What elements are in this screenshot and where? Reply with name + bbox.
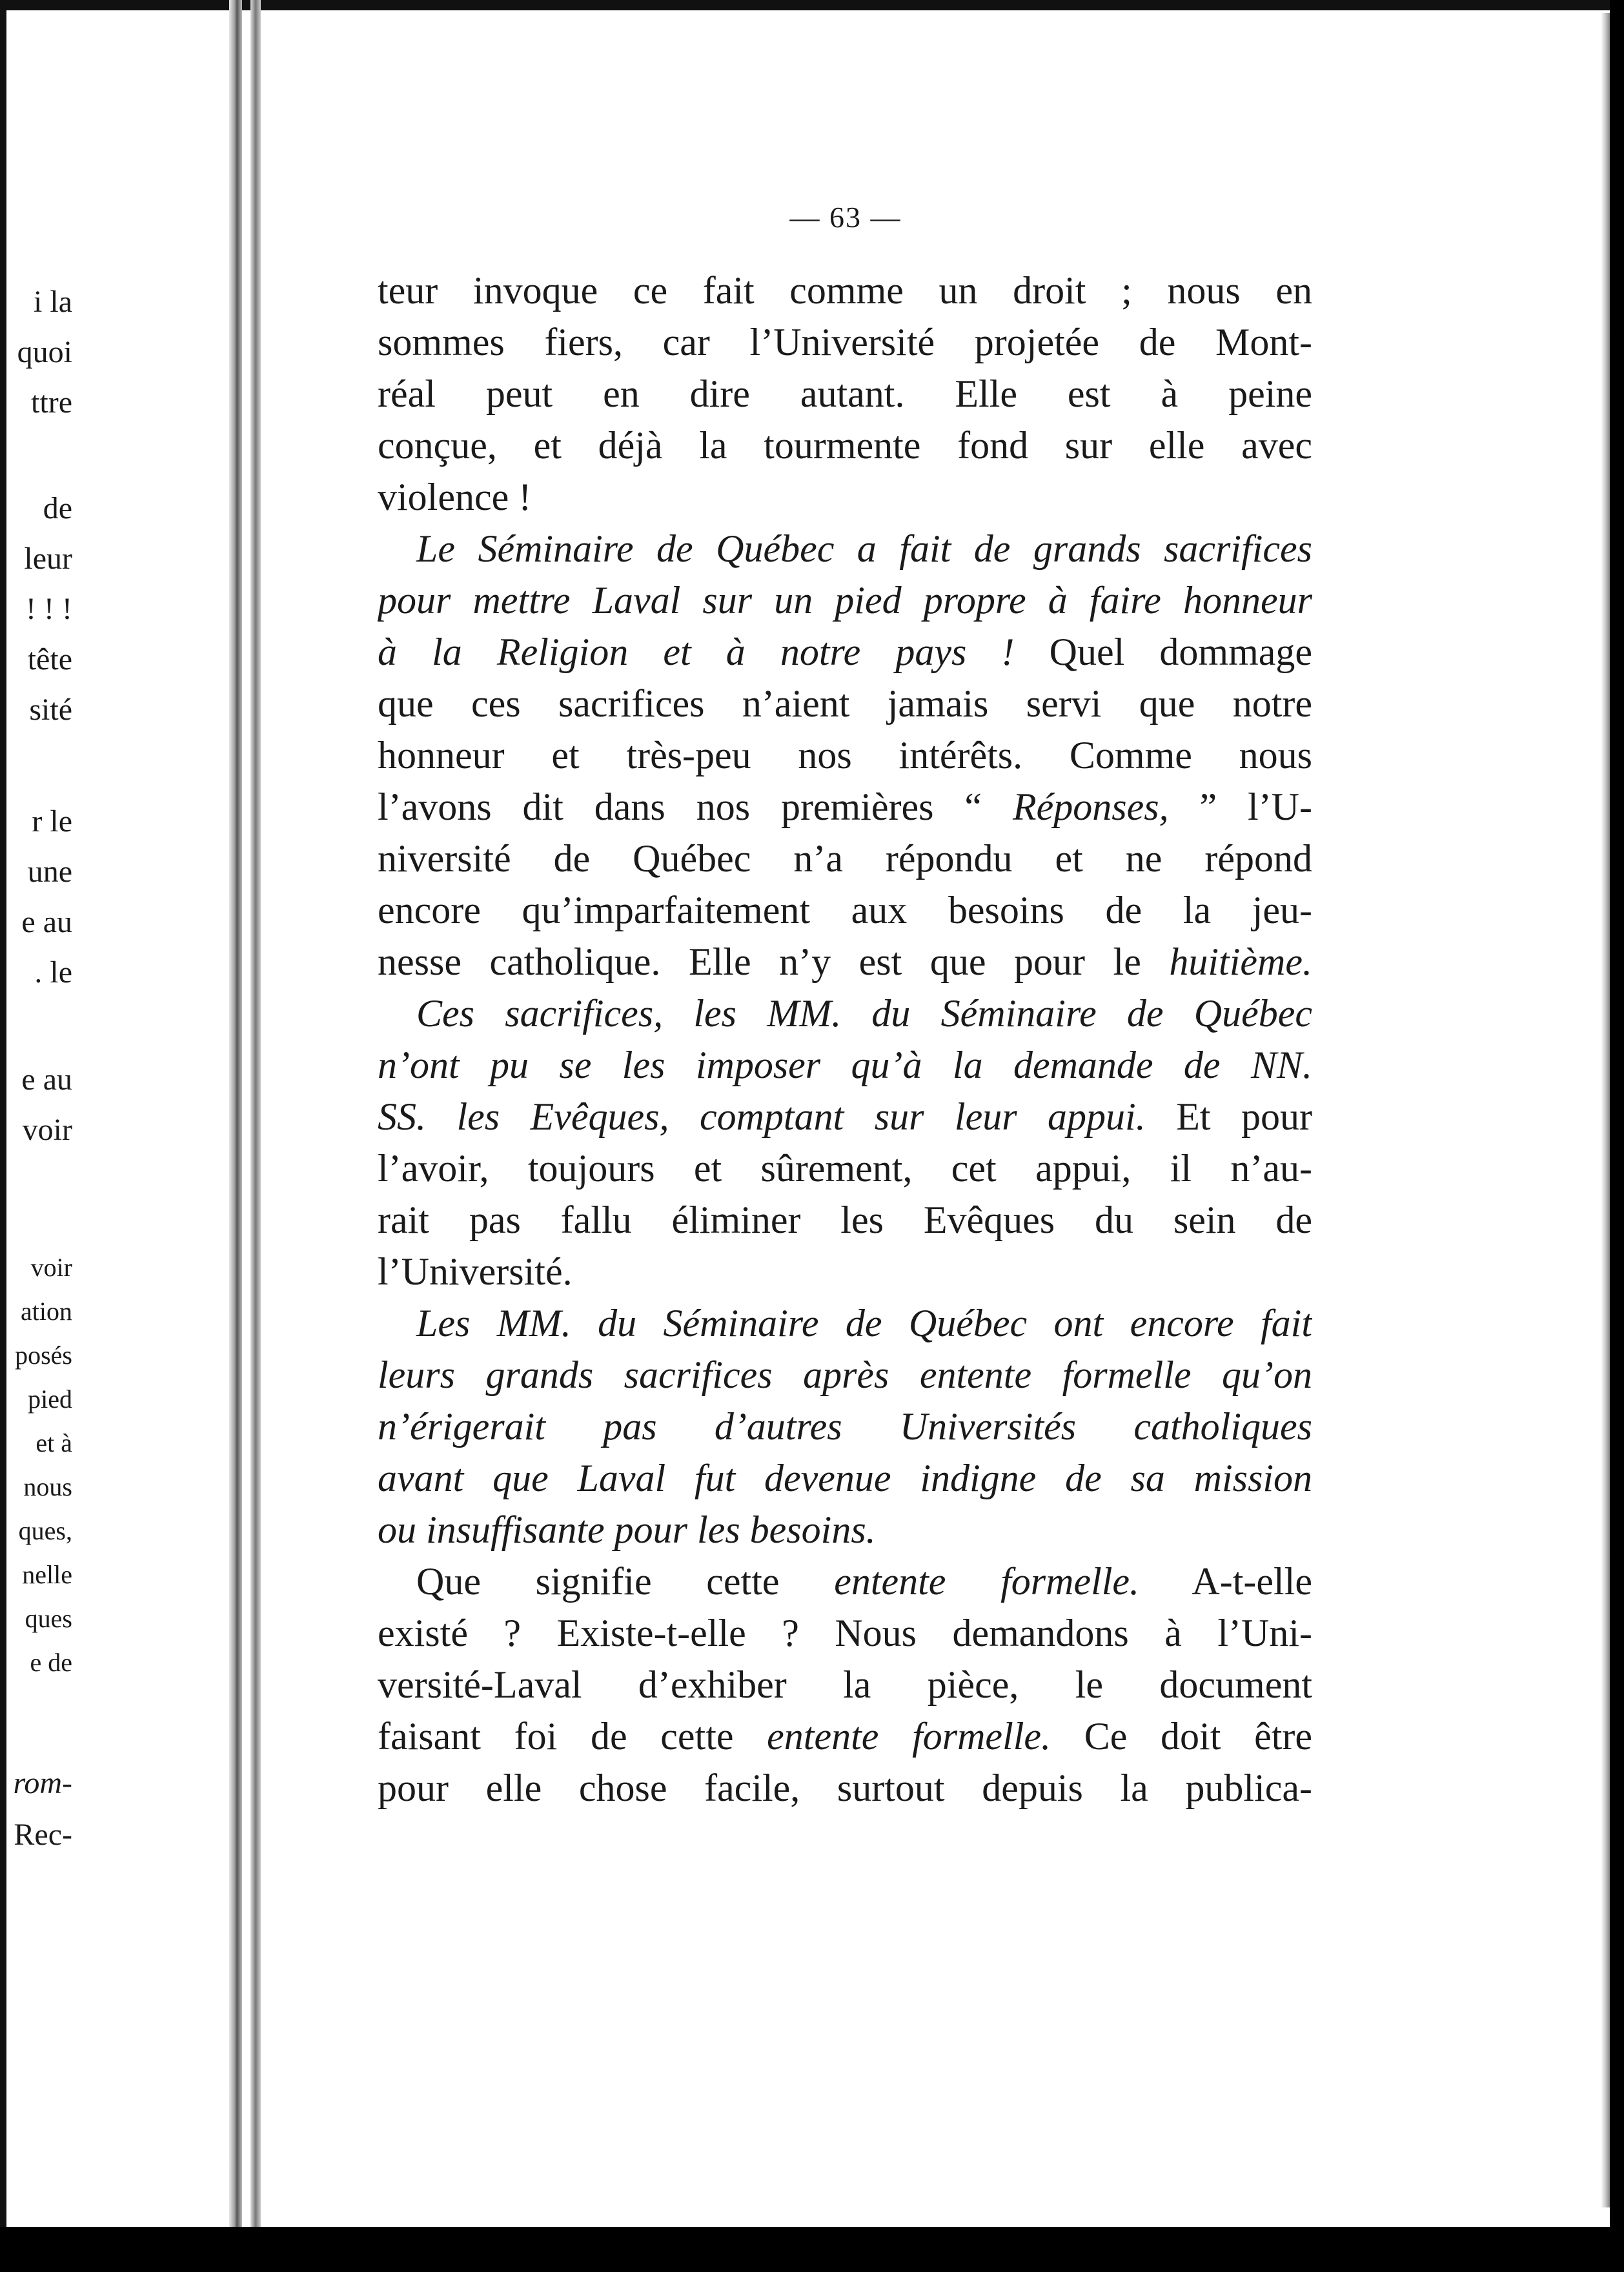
text-segment: versité-Laval d’exhiber la pièce, le document xyxy=(378,1663,1312,1706)
text-segment: faisant foi de cette xyxy=(378,1715,767,1758)
text-segment: l’avons dit dans nos premières “ xyxy=(378,786,1013,828)
italic-text: huitième. xyxy=(1169,940,1312,983)
text-segment: Et pour xyxy=(1145,1095,1312,1138)
text-segment: Quel dommage xyxy=(1014,631,1312,673)
left-fragment: une xyxy=(27,855,72,889)
text-line xyxy=(378,1659,1312,1710)
text-segment: rait pas fallu éliminer les Evêques du sein de xyxy=(378,1199,1312,1241)
text-segment: encore qu’imparfaitement aux besoins de la jeu- xyxy=(378,889,1312,931)
left-fragment: tête xyxy=(27,642,72,676)
text-segment: existé ? Existe-t-elle ? Nous demandons à l’Uni- xyxy=(378,1612,1312,1654)
left-fragment: voir xyxy=(22,1113,72,1147)
italic-text: pour mettre Laval sur un pied propre à faire honneur xyxy=(378,579,1312,622)
left-fragment: et à xyxy=(36,1428,72,1457)
italic-text: Ces sacrifices, les MM. du Séminaire de Québec xyxy=(416,992,1312,1035)
text-line xyxy=(378,1091,1312,1142)
text-segment: violence ! xyxy=(378,476,532,518)
left-fragment: i la xyxy=(34,285,72,319)
text-line xyxy=(378,884,1312,936)
text-segment: A-t-elle xyxy=(1139,1560,1312,1603)
text-line xyxy=(378,265,1312,316)
text-segment: teur invoque ce fait comme un droit ; nous en xyxy=(378,269,1312,312)
text-line xyxy=(378,936,1312,988)
left-fragment: ation xyxy=(21,1297,72,1326)
left-fragment: . le xyxy=(34,955,72,989)
text-line xyxy=(378,420,1312,471)
left-fragment: pied xyxy=(28,1384,72,1414)
scan-border-top xyxy=(0,0,1624,10)
italic-text: à la Religion et à notre pays ! xyxy=(378,631,1015,673)
left-fragment: e au xyxy=(21,905,72,939)
italic-text: avant que Laval fut devenue indigne de sa mission xyxy=(378,1457,1312,1499)
text-line xyxy=(378,316,1312,368)
italic-text: Réponses, xyxy=(1012,786,1169,828)
left-fragment: quoi xyxy=(17,335,72,369)
text-line xyxy=(378,1039,1312,1091)
text-line xyxy=(378,1556,1312,1607)
left-fragment: Rec- xyxy=(14,1818,72,1852)
italic-text: Les MM. du Séminaire de Québec ont encore fait xyxy=(416,1302,1312,1344)
italic-text: SS. les Evêques, comptant sur leur appui. xyxy=(378,1095,1146,1138)
italic-text: n’ont pu se les imposer qu’à la demande de NN. xyxy=(378,1044,1312,1086)
body-text xyxy=(378,265,1312,1814)
text-line xyxy=(378,1504,1312,1556)
page-edge-shadow xyxy=(1601,13,1610,2207)
text-segment: pour elle chose facile, surtout depuis la publica- xyxy=(378,1767,1312,1809)
text-line xyxy=(378,1401,1312,1452)
left-fragment: r le xyxy=(32,804,72,838)
text-segment: nesse catholique. Elle n’y est que pour le xyxy=(378,940,1170,983)
text-segment: ” l’U- xyxy=(1168,786,1312,828)
italic-text: entente formelle. xyxy=(834,1560,1140,1603)
italic-text: entente formelle. xyxy=(767,1715,1051,1758)
text-line xyxy=(378,1452,1312,1504)
text-line xyxy=(378,833,1312,884)
text-segment: honneur et très-peu nos intérêts. Comme nous xyxy=(378,734,1312,776)
left-fragment: ques xyxy=(25,1604,72,1633)
text-segment: niversité de Québec n’a répondu et ne répond xyxy=(378,837,1312,880)
left-fragment: de xyxy=(43,491,72,525)
text-line xyxy=(378,1349,1312,1401)
text-line xyxy=(378,678,1312,729)
page-number: — 63 — xyxy=(789,201,902,234)
text-line xyxy=(378,471,1312,523)
left-fragment: voir xyxy=(30,1253,72,1282)
text-line xyxy=(378,626,1312,678)
text-line xyxy=(378,1142,1312,1194)
italic-text: Le Séminaire de Québec a fait de grands sacrifices xyxy=(416,527,1312,570)
italic-text: leurs grands sacrifices après entente formelle qu’on xyxy=(378,1354,1312,1396)
text-line xyxy=(378,523,1312,574)
text-line xyxy=(378,1607,1312,1659)
scan-border-bottom xyxy=(0,2227,1624,2272)
text-line xyxy=(378,781,1312,833)
left-fragment: rom- xyxy=(13,1766,72,1800)
left-fragment: ques, xyxy=(18,1516,72,1545)
left-fragment: sité xyxy=(29,693,72,727)
text-segment: Ce doit être xyxy=(1051,1715,1312,1758)
book-gutter xyxy=(229,0,242,2227)
text-segment: conçue, et déjà la tourmente fond sur elle avec xyxy=(378,424,1312,467)
italic-text: ou insuffisante pour les besoins. xyxy=(378,1508,876,1551)
left-fragment: leur xyxy=(24,542,72,576)
text-segment: Que signifie cette xyxy=(416,1560,835,1603)
text-segment: que ces sacrifices n’aient jamais servi que notre xyxy=(378,682,1312,725)
text-line xyxy=(378,988,1312,1039)
text-line xyxy=(378,1297,1312,1349)
text-line xyxy=(378,1762,1312,1814)
scan-border-right xyxy=(1610,0,1624,2272)
text-line xyxy=(378,368,1312,420)
left-fragment: e de xyxy=(30,1648,72,1677)
text-line xyxy=(378,1246,1312,1297)
left-fragment: posés xyxy=(15,1341,72,1370)
left-fragment: nous xyxy=(23,1472,72,1501)
text-line xyxy=(378,729,1312,781)
text-segment: sommes fiers, car l’Université projetée de Mont- xyxy=(378,321,1312,363)
text-line xyxy=(378,1710,1312,1762)
left-fragment: ! ! ! xyxy=(26,592,72,626)
left-fragment: e au xyxy=(21,1062,72,1097)
text-line xyxy=(378,574,1312,626)
book-gutter-shadow xyxy=(250,0,261,2227)
text-segment: réal peut en dire autant. Elle est à peine xyxy=(378,372,1312,415)
left-fragment: nelle xyxy=(22,1560,72,1589)
left-fragment: ttre xyxy=(31,385,72,420)
text-segment: l’avoir, toujours et sûrement, cet appui, il n’au- xyxy=(378,1147,1312,1190)
text-segment: l’Université. xyxy=(378,1250,573,1293)
text-line xyxy=(378,1194,1312,1246)
italic-text: n’érigerait pas d’autres Universités catholiques xyxy=(378,1405,1312,1448)
